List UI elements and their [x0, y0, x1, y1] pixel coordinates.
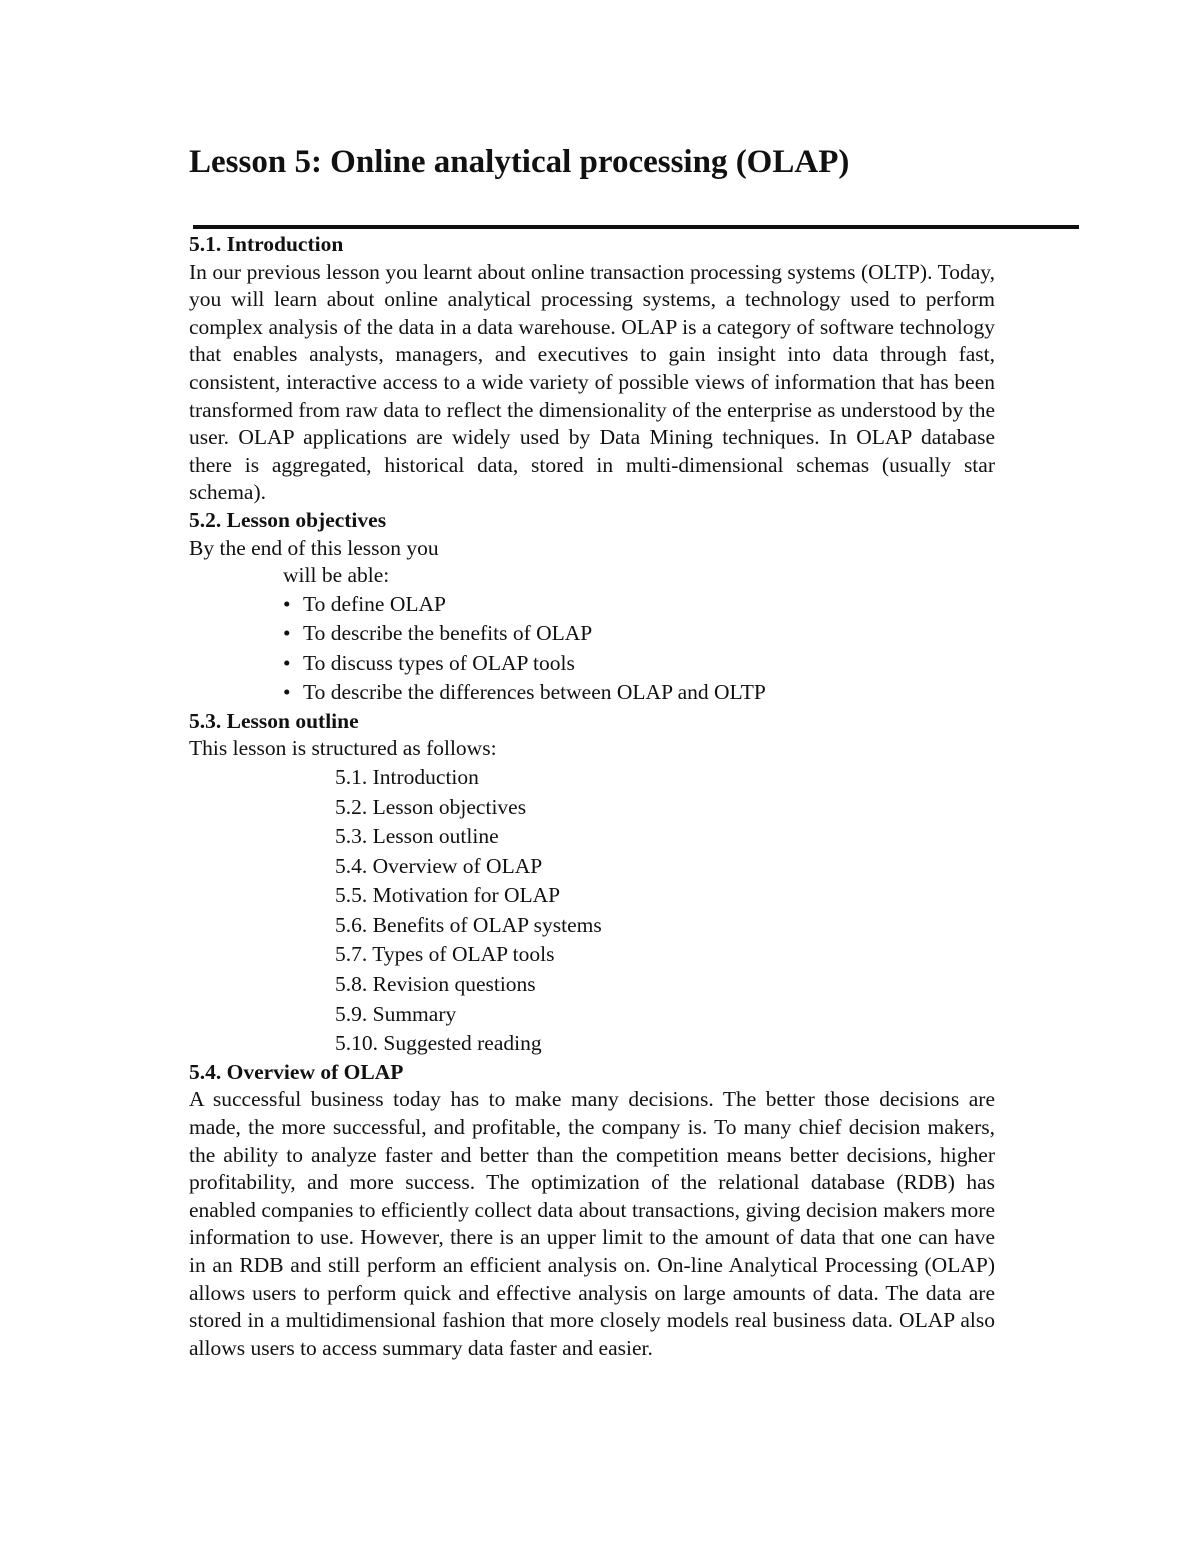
- list-item: 5.2. Lesson objectives: [335, 794, 527, 819]
- objective-text: To discuss types of OLAP tools: [303, 650, 575, 675]
- list-item: [283, 678, 995, 708]
- title-divider: [193, 225, 1079, 229]
- list-item: 5.6. Benefits of OLAP systems: [335, 912, 602, 937]
- bullet-icon: •: [283, 650, 291, 675]
- objectives-heading: 5.2. Lesson objectives: [189, 507, 387, 532]
- list-item: 5.5. Motivation for OLAP: [335, 883, 561, 908]
- list-item: [283, 590, 995, 620]
- introduction-paragraph: In our previous lesson you learnt about online transaction processing systems (OLTP). Today, you will learn about online analytical processing systems, a technology used to perform complex analysis of the data in a data warehouse. OLAP is a category of software technology that enables analysts, managers, and executives to gain insight into data through fast, consistent, interactive access to a wide variety of possible views of information that has been transformed from raw data to reflect the dimensionality of the enterprise as understood by the user. OLAP applications are widely used by Data Mining techniques. In OLAP database there is aggregated, historical data, stored in multi-dimensional schemas (usually star schema).: [189, 259, 995, 505]
- outline-heading: 5.3. Lesson outline: [189, 708, 359, 733]
- bullet-icon: •: [283, 621, 291, 646]
- lesson-title: Lesson 5: Online analytical processing (OLAP): [189, 144, 850, 180]
- list-item: 5.10. Suggested reading: [335, 1031, 542, 1056]
- outline-list: [189, 763, 995, 1059]
- list-item: 5.7. Types of OLAP tools: [335, 942, 555, 967]
- bullet-icon: •: [283, 680, 291, 705]
- objectives-lead-line-2: will be able:: [283, 563, 390, 588]
- objectives-lead-line-1: By the end of this lesson you: [189, 535, 439, 560]
- list-item: 5.9. Summary: [335, 1001, 457, 1026]
- list-item: 5.1. Introduction: [335, 764, 479, 789]
- objective-text: To describe the benefits of OLAP: [303, 621, 593, 646]
- outline-lead: This lesson is structured as follows:: [189, 736, 497, 761]
- lesson-body: [189, 231, 995, 1362]
- list-item: 5.4. Overview of OLAP: [335, 853, 543, 878]
- list-item: 5.3. Lesson outline: [335, 824, 499, 849]
- objective-text: To define OLAP: [303, 591, 446, 616]
- objective-text: To describe the differences between OLAP and OLTP: [303, 680, 766, 705]
- list-item: [283, 619, 995, 649]
- objectives-list: [189, 590, 995, 708]
- overview-paragraph: A successful business today has to make many decisions. The better those decisions are made, the more successful, and profitable, the company is. To many chief decision makers, the ability to analyze faster and better than the competition means better decisions, higher profitability, and more success. The optimization of the relational database (RDB) has enabled companies to efficiently collect data about transactions, giving decision makers more information to use. However, there is an upper limit to the amount of data that one can have in an RDB and still perform an efficient analysis on. On-line Analytical Processing (OLAP) allows users to perform quick and effective analysis on large amounts of data. The data are stored in a multidimensional fashion that more closely models real business data. OLAP also allows users to access summary data faster and easier.: [189, 1087, 995, 1360]
- bullet-icon: •: [283, 591, 291, 616]
- overview-heading: 5.4. Overview of OLAP: [189, 1059, 404, 1084]
- introduction-heading: 5.1. Introduction: [189, 232, 344, 256]
- list-item: [283, 649, 995, 679]
- list-item: 5.8. Revision questions: [335, 972, 536, 997]
